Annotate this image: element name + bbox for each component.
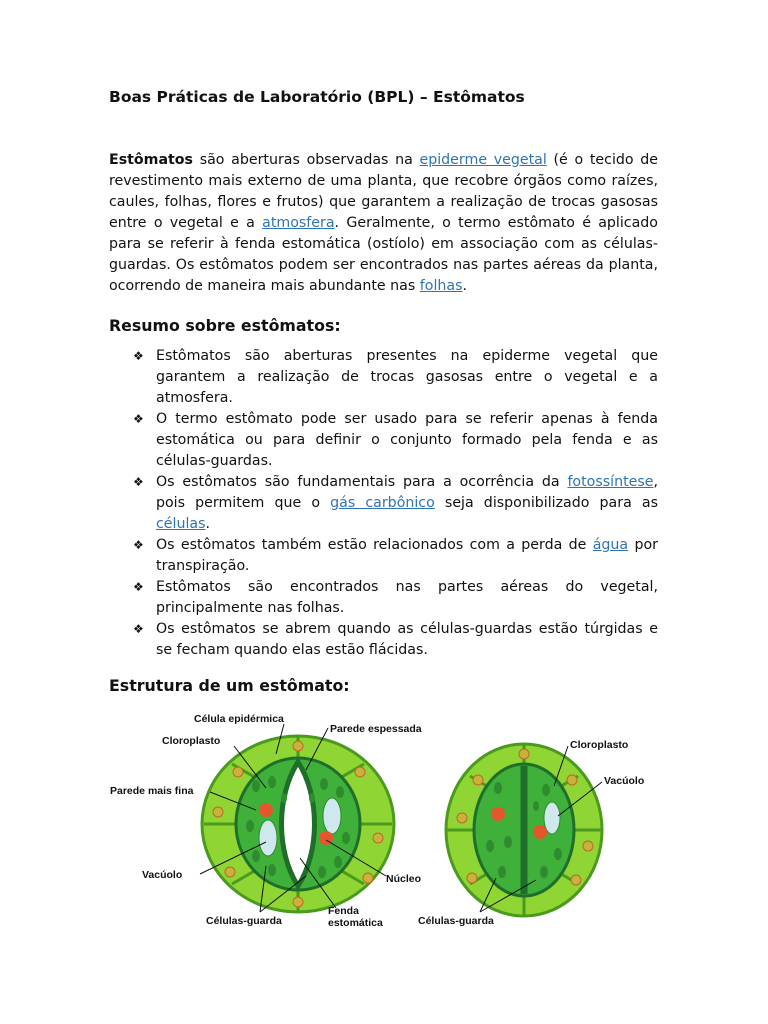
link-folhas[interactable]: folhas (419, 278, 463, 294)
link-atmosfera[interactable]: atmosfera (262, 215, 335, 231)
vacuole-right (323, 798, 341, 834)
nucleus (533, 825, 547, 839)
bullet-diamond-icon: ❖ (133, 538, 144, 552)
list-item-text: Os estômatos se abrem quando as células-guardas estão túrgidas e se fecham quando elas estão flácidas. (156, 621, 658, 658)
label-cloroplasto-right: Cloroplasto (570, 739, 629, 751)
intro-text-1: são aberturas observadas na (193, 152, 420, 168)
label-parede-mais-fina: Parede mais fina (110, 785, 194, 797)
label-celula-epidermica: Célula epidérmica (194, 713, 284, 725)
link-gas-carbonico[interactable]: gás carbônico (330, 495, 435, 511)
link-agua[interactable]: água (592, 537, 629, 553)
list-item (109, 619, 658, 661)
list-item-text: O termo estômato pode ser usado para se referir apenas à fenda estomática ou para definir o conjunto formado pela fenda e as células-guardas. (156, 411, 658, 469)
link-epiderme-vegetal[interactable]: epiderme vegetal (419, 152, 547, 168)
label-vacuolo-left: Vacúolo (142, 869, 183, 881)
bullet-diamond-icon: ❖ (133, 412, 144, 426)
bullet-diamond-icon: ❖ (133, 622, 144, 636)
intro-text-4: . (462, 278, 467, 294)
list-item (109, 409, 658, 472)
list-item-text: Estômatos são aberturas presentes na epiderme vegetal que garantem a realização de trocas gasosas entre o vegetal e a atmosfera. (156, 348, 658, 406)
list-item (109, 577, 658, 619)
list-item (109, 346, 658, 409)
label-parede-espessada: Parede espessada (330, 723, 422, 735)
bullet-diamond-icon: ❖ (133, 349, 144, 363)
list-item (109, 472, 658, 535)
list-item (109, 535, 658, 577)
intro-paragraph (109, 150, 658, 297)
list-item-text: seja disponibilizado para as (434, 495, 658, 511)
bullet-diamond-icon: ❖ (133, 475, 144, 489)
label-vacuolo-right: Vacúolo (604, 775, 645, 787)
link-celulas[interactable]: células (156, 516, 206, 532)
stomata-diagram (106, 706, 646, 936)
label-estomatica: estomática (328, 917, 383, 929)
list-item-text: . (205, 516, 211, 532)
list-item-text: Os estômatos também estão relacionados com a perda de (156, 537, 593, 553)
closed-stoma (446, 744, 602, 916)
page-title: Boas Práticas de Laboratório (BPL) – Estômatos (109, 88, 525, 106)
bullet-diamond-icon: ❖ (133, 580, 144, 594)
heading-resumo: Resumo sobre estômatos: (109, 316, 341, 335)
vacuole-left (259, 820, 277, 856)
open-stoma (202, 736, 394, 912)
list-item-text: , pois permitem que o (156, 474, 658, 511)
label-nucleo: Núcleo (386, 873, 422, 885)
label-celulas-guarda-left: Células-guarda (206, 915, 282, 927)
nucleus (491, 807, 505, 821)
label-celulas-guarda-right: Células-guarda (418, 915, 494, 927)
list-item-text: Os estômatos são fundamentais para a ocorrência da (156, 474, 568, 490)
label-fenda: Fenda (328, 905, 359, 917)
resumo-list (109, 346, 658, 661)
link-fotossintese[interactable]: fotossíntese (567, 474, 654, 490)
nucleus (259, 803, 273, 817)
list-item-text: por transpiração. (156, 537, 658, 574)
intro-text-3: . Geralmente, o termo estômato é aplicado para se referir à fenda estomática (ostíolo) em associação com as células-guardas. Os estômatos podem ser encontrados nas partes aéreas da planta, ocorrendo de maneira mais abundante nas (109, 215, 658, 294)
list-item-text: Estômatos são encontrados nas partes aéreas do vegetal, principalmente nas folhas. (156, 579, 658, 616)
stomatal-pore (282, 762, 315, 886)
heading-estrutura: Estrutura de um estômato: (109, 676, 350, 695)
label-cloroplasto-left: Cloroplasto (162, 735, 221, 747)
intro-text-2: (é o tecido de revestimento mais externo de uma planta, que recobre órgãos como raízes, caules, folhas, flores e frutos) que garantem a realização de trocas gasosas entre o vegetal e a (109, 152, 658, 231)
intro-bold-term: Estômatos (109, 152, 193, 168)
